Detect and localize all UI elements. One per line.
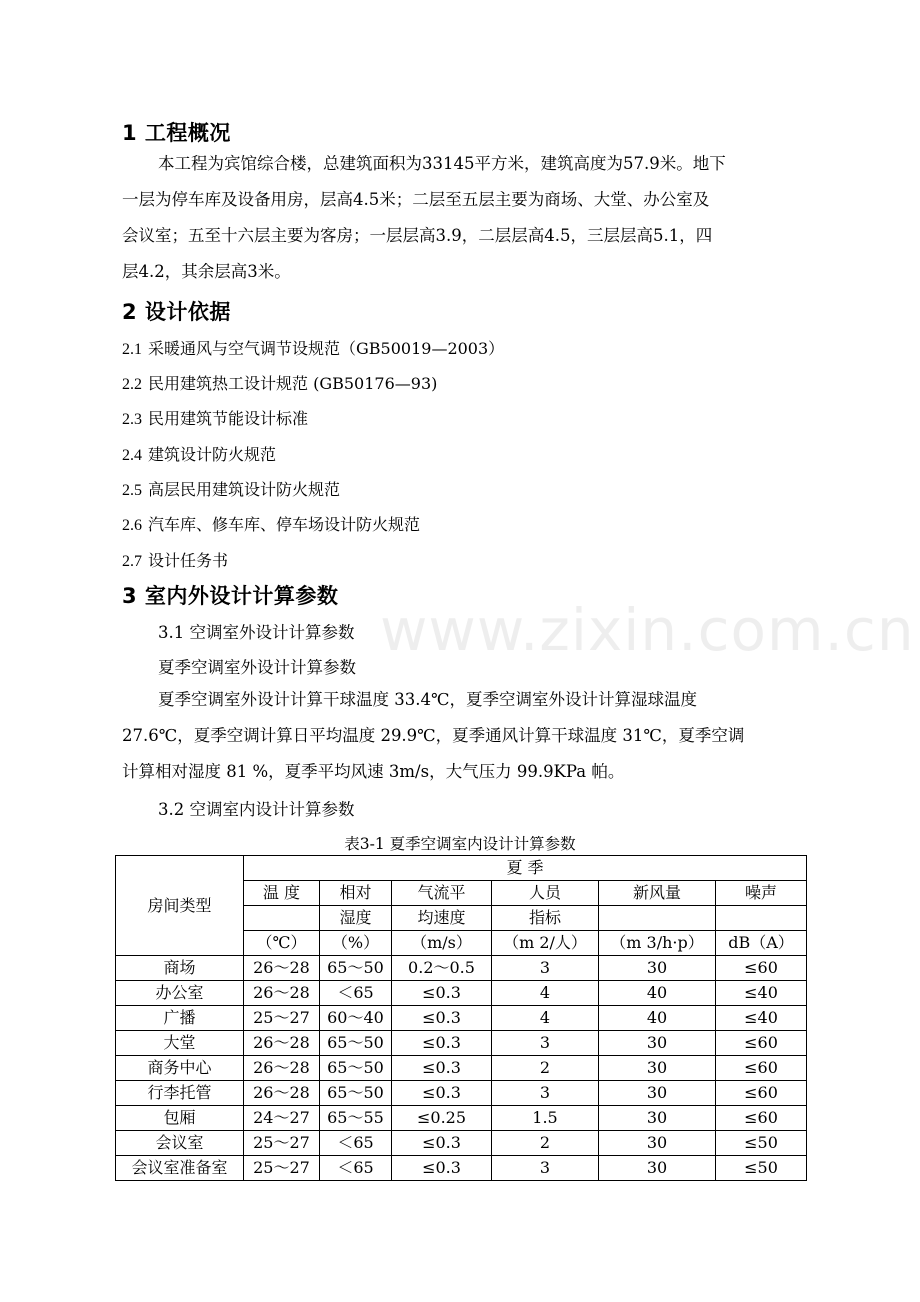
outdoor-sub-heading: 3.1 空调室外设计计算参数 [158, 623, 355, 642]
table-cell: ≤60 [716, 1056, 807, 1081]
basis-item [122, 548, 228, 571]
basis-item [122, 406, 308, 429]
outdoor-line: 计算相对湿度 81 %，夏季平均风速 3m/s，大气压力 99.9KPa 帕。 [122, 762, 625, 781]
table-cell: ≤60 [716, 1031, 807, 1056]
table-cell: 40 [599, 1006, 716, 1031]
table-cell: ≤60 [716, 1081, 807, 1106]
table-cell: 3 [492, 1031, 599, 1056]
unit-header: （m/s） [392, 931, 492, 956]
table-row [116, 1131, 807, 1156]
column-header [244, 906, 320, 931]
outdoor-paragraph [122, 682, 812, 790]
table-cell: 26～28 [244, 1081, 320, 1106]
table-cell: ≤0.3 [392, 1131, 492, 1156]
table-cell: ＜65 [320, 981, 392, 1006]
room-type-cell: 会议室准备室 [116, 1156, 244, 1181]
table-cell: ≤0.3 [392, 1031, 492, 1056]
room-type-cell: 会议室 [116, 1131, 244, 1156]
table-cell: 30 [599, 1031, 716, 1056]
room-type-cell: 大堂 [116, 1031, 244, 1056]
table-row [116, 1031, 807, 1056]
table-cell: 30 [599, 1131, 716, 1156]
basis-item-number: 2.7 [122, 553, 142, 570]
overview-line: 会议室；五至十六层主要为客房；一层层高3.9，二层层高4.5，三层层高5.1，四 [122, 226, 713, 245]
table-cell: ＜65 [320, 1156, 392, 1181]
room-type-cell: 包厢 [116, 1106, 244, 1131]
column-header: 新风量 [599, 881, 716, 906]
table-cell: 3 [492, 1156, 599, 1181]
room-type-cell: 办公室 [116, 981, 244, 1006]
section-heading-overview: 1 工程概况 [122, 121, 231, 145]
room-type-header: 房间类型 [116, 856, 244, 956]
overview-line: 一层为停车库及设备用房，层高4.5米；二层至五层主要为商场、大堂、办公室及 [122, 190, 710, 209]
table-cell: 25～27 [244, 1006, 320, 1031]
basis-item-text: 设计任务书 [148, 551, 229, 570]
table-cell: 1.5 [492, 1106, 599, 1131]
room-type-cell: 商务中心 [116, 1056, 244, 1081]
table-row [116, 1056, 807, 1081]
basis-item [122, 336, 504, 359]
basis-item-number: 2.1 [122, 341, 142, 358]
table-cell: ≤0.3 [392, 1156, 492, 1181]
basis-item [122, 371, 437, 394]
section-heading-parameters: 3 室内外设计计算参数 [122, 584, 339, 608]
basis-item-text: 高层民用建筑设计防火规范 [148, 480, 341, 499]
outdoor-line: 夏季空调室外设计计算干球温度 33.4℃，夏季空调室外设计计算湿球温度 [158, 690, 697, 709]
indoor-sub-heading: 3.2 空调室内设计计算参数 [158, 800, 355, 819]
column-header: 人员 [492, 881, 599, 906]
table-cell: 4 [492, 1006, 599, 1031]
table-cell: 0.2～0.5 [392, 956, 492, 981]
room-type-cell: 商场 [116, 956, 244, 981]
table-cell: ≤0.3 [392, 1081, 492, 1106]
column-header [599, 906, 716, 931]
basis-item [122, 477, 340, 500]
overview-line: 层4.2，其余层高3米。 [122, 262, 291, 281]
table-cell: 4 [492, 981, 599, 1006]
unit-header: （℃） [244, 931, 320, 956]
table-cell: ＜65 [320, 1131, 392, 1156]
table-cell: 65～50 [320, 1031, 392, 1056]
table-cell: ≤40 [716, 1006, 807, 1031]
table-row [116, 1006, 807, 1031]
basis-item-number: 2.5 [122, 482, 142, 499]
table-row [116, 1156, 807, 1181]
table-cell: ≤50 [716, 1156, 807, 1181]
table-cell: 65～50 [320, 956, 392, 981]
table-cell: ≤0.3 [392, 981, 492, 1006]
basis-item-number: 2.2 [122, 376, 142, 393]
basis-item-text: 民用建筑节能设计标准 [148, 409, 309, 428]
indoor-parameters-table [115, 855, 807, 1181]
table-cell: 65～55 [320, 1106, 392, 1131]
table-cell: 26～28 [244, 1056, 320, 1081]
column-header: 温 度 [244, 881, 320, 906]
table-cell: ≤0.3 [392, 1056, 492, 1081]
table-cell: 26～28 [244, 1031, 320, 1056]
room-type-cell: 行李托管 [116, 1081, 244, 1106]
table-cell: 30 [599, 1106, 716, 1131]
section-heading-basis: 2 设计依据 [122, 300, 231, 324]
table-cell: ≤0.3 [392, 1006, 492, 1031]
table-cell: 40 [599, 981, 716, 1006]
unit-header: （m 3/h·p） [599, 931, 716, 956]
table-cell: 3 [492, 956, 599, 981]
table-cell: ≤0.25 [392, 1106, 492, 1131]
overview-paragraph [122, 146, 812, 290]
column-header: 相对 [320, 881, 392, 906]
unit-header: （m 2/人） [492, 931, 599, 956]
table-cell: 26～28 [244, 956, 320, 981]
table-cell: 3 [492, 1081, 599, 1106]
column-header [716, 906, 807, 931]
table-header-row [116, 856, 807, 881]
table-caption: 表3-1 夏季空调室内设计计算参数 [344, 835, 576, 853]
column-header: 均速度 [392, 906, 492, 931]
table-cell: 26～28 [244, 981, 320, 1006]
column-header: 噪声 [716, 881, 807, 906]
table-cell: 60～40 [320, 1006, 392, 1031]
table-cell: 2 [492, 1056, 599, 1081]
table-cell: 30 [599, 1081, 716, 1106]
table-row [116, 1106, 807, 1131]
basis-item-text: 汽车库、修车库、停车场设计防火规范 [148, 515, 421, 534]
table-cell: ≤50 [716, 1131, 807, 1156]
watermark: www.zixin.com.cn [380, 596, 915, 664]
basis-item-number: 2.6 [122, 517, 142, 534]
overview-line: 本工程为宾馆综合楼，总建筑面积为33145平方米，建筑高度为57.9米。地下 [158, 154, 726, 173]
column-header: 湿度 [320, 906, 392, 931]
table-cell: ≤60 [716, 956, 807, 981]
table-cell: 24～27 [244, 1106, 320, 1131]
outdoor-line: 27.6℃，夏季空调计算日平均温度 29.9℃，夏季通风计算干球温度 31℃，夏季空调 [122, 726, 745, 745]
basis-item-number: 2.4 [122, 447, 142, 464]
table-body [116, 956, 807, 1181]
table-cell: 65～50 [320, 1056, 392, 1081]
table-cell: 65～50 [320, 1081, 392, 1106]
table-cell: ≤60 [716, 1106, 807, 1131]
table-row [116, 981, 807, 1006]
table-row [116, 1081, 807, 1106]
table-cell: 30 [599, 956, 716, 981]
table-row [116, 956, 807, 981]
unit-header: （%） [320, 931, 392, 956]
table-cell: 2 [492, 1131, 599, 1156]
unit-header: dB（A） [716, 931, 807, 956]
basis-item [122, 512, 420, 535]
table-cell: ≤40 [716, 981, 807, 1006]
basis-item-number: 2.3 [122, 411, 142, 428]
table-cell: 25～27 [244, 1156, 320, 1181]
column-header: 气流平 [392, 881, 492, 906]
table-cell: 30 [599, 1056, 716, 1081]
table-cell: 25～27 [244, 1131, 320, 1156]
basis-item [122, 442, 276, 465]
basis-item-text: 民用建筑热工设计规范 (GB50176—93) [148, 374, 438, 393]
room-type-cell: 广播 [116, 1006, 244, 1031]
outdoor-summer-label: 夏季空调室外设计计算参数 [158, 658, 356, 677]
table-cell: 30 [599, 1156, 716, 1181]
basis-item-text: 采暖通风与空气调节设规范（GB50019—2003） [148, 339, 505, 358]
column-header: 指标 [492, 906, 599, 931]
basis-item-text: 建筑设计防火规范 [148, 445, 277, 464]
season-header: 夏 季 [244, 856, 807, 881]
